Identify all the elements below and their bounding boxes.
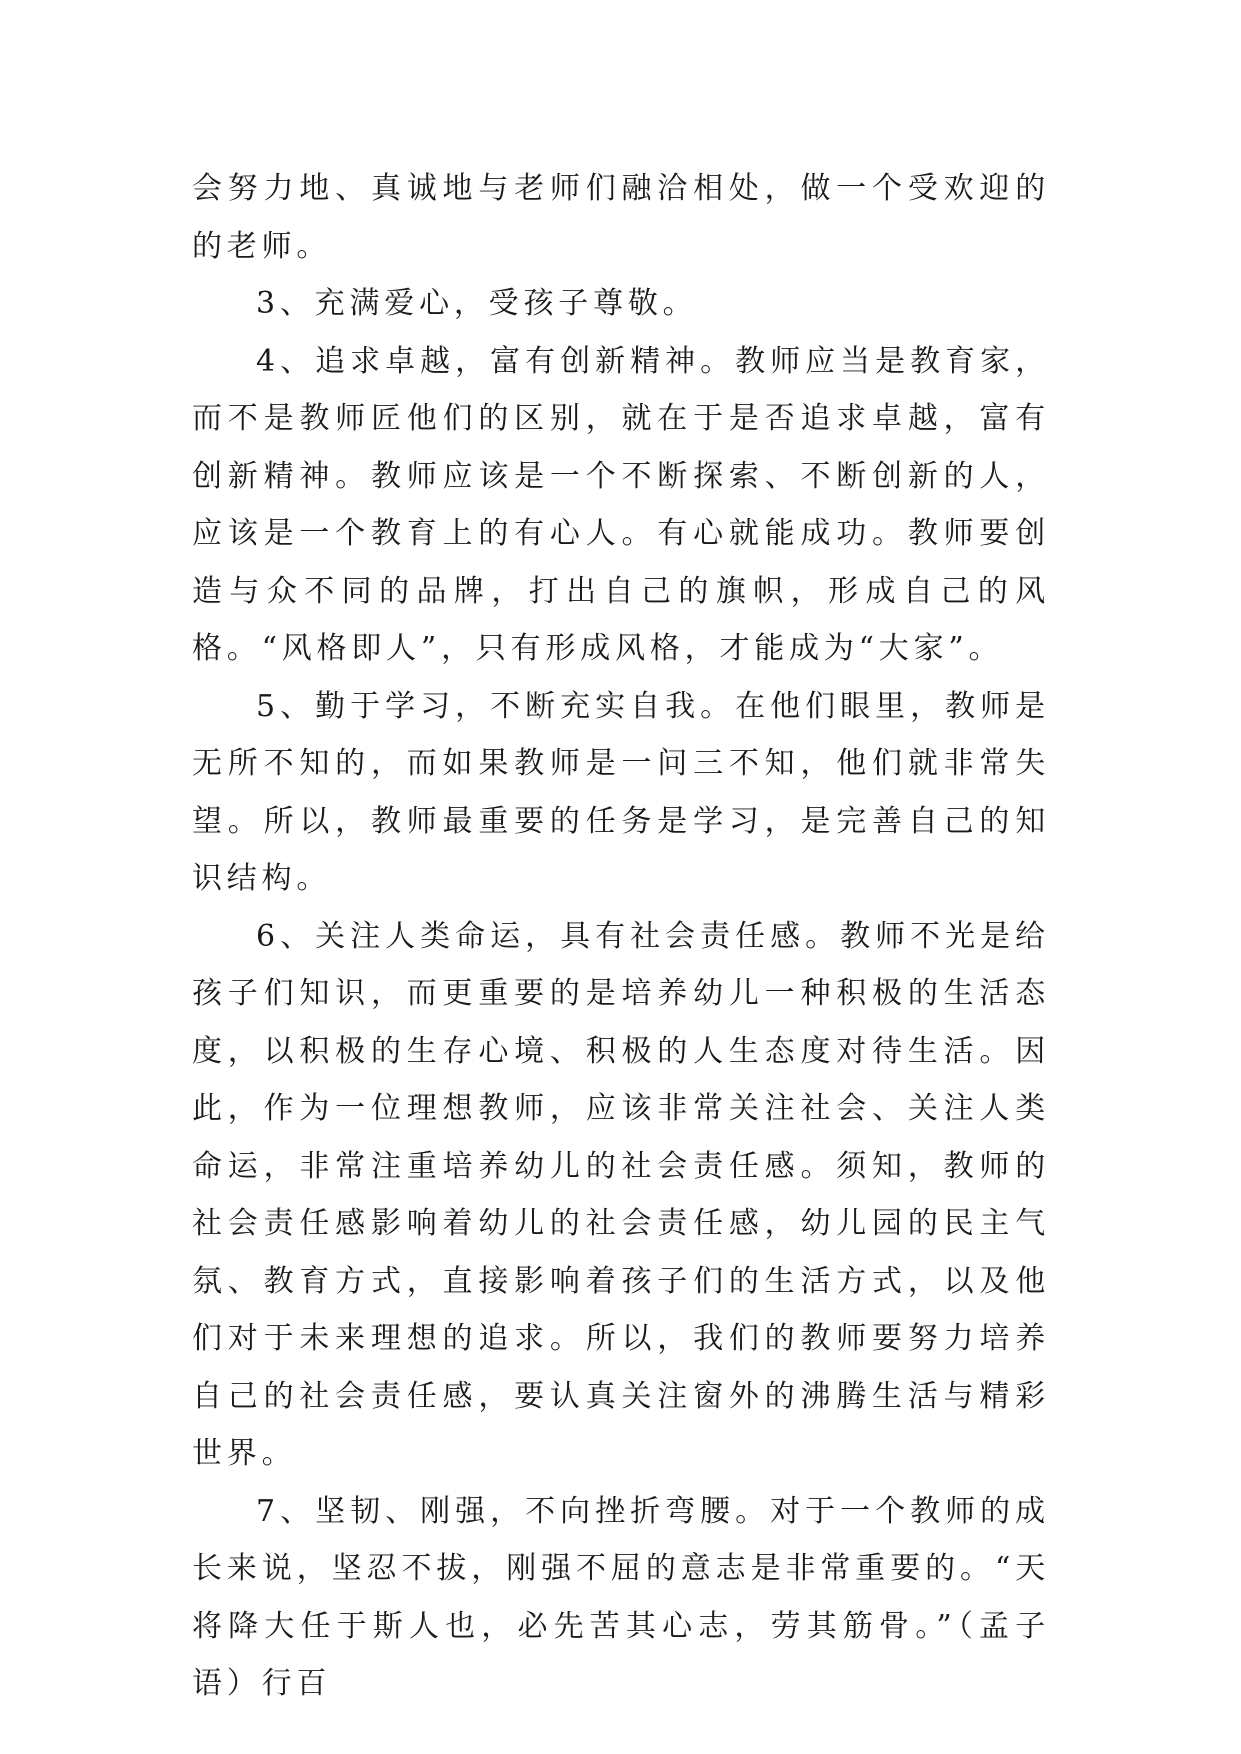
paragraph-item-4: 4、追求卓越，富有创新精神。教师应当是教育家，而不是教师匠他们的区别，就在于是否追求卓越，富有创新精神。教师应该是一个不断探索、不断创新的人，应该是一个教育上的有心人。有心就能成功。教师要创造与众不同的品牌，打出自己的旗帜，形成自己的风格。“风格即人”，只有形成风格，才能成为“大家”。: [192, 343, 1050, 666]
document-page: [192, 160, 1050, 1713]
paragraph-item-5: 5、勤于学习，不断充实自我。在他们眼里，教师是无所不知的，而如果教师是一问三不知，他们就非常失望。所以，教师最重要的任务是学习，是完善自己的知识结构。: [192, 688, 1050, 896]
paragraph-item-3: 3、充满爱心，受孩子尊敬。: [256, 286, 698, 321]
paragraph-continuation: 会努力地、真诚地与老师们融洽相处，做一个受欢迎的的老师。: [192, 171, 1050, 264]
paragraph-item-6: 6、关注人类命运，具有社会责任感。教师不光是给孩子们知识，而更重要的是培养幼儿一种积极的生活态度，以积极的生存心境、积极的人生态度对待生活。因此，作为一位理想教师，应该非常关注社会、关注人类命运，非常注重培养幼儿的社会责任感。须知，教师的社会责任感影响着幼儿的社会责任感，幼儿园的民主气氛、教育方式，直接影响着孩子们的生活方式，以及他们对于未来理想的追求。所以，我们的教师要努力培养自己的社会责任感，要认真关注窗外的沸腾生活与精彩世界。: [192, 918, 1050, 1471]
paragraph-item-7: 7、坚韧、刚强，不向挫折弯腰。对于一个教师的成长来说，坚忍不拔，刚强不屈的意志是非常重要的。“天将降大任于斯人也，必先苦其心志，劳其筋骨。”（孟子语）行百: [192, 1493, 1050, 1701]
